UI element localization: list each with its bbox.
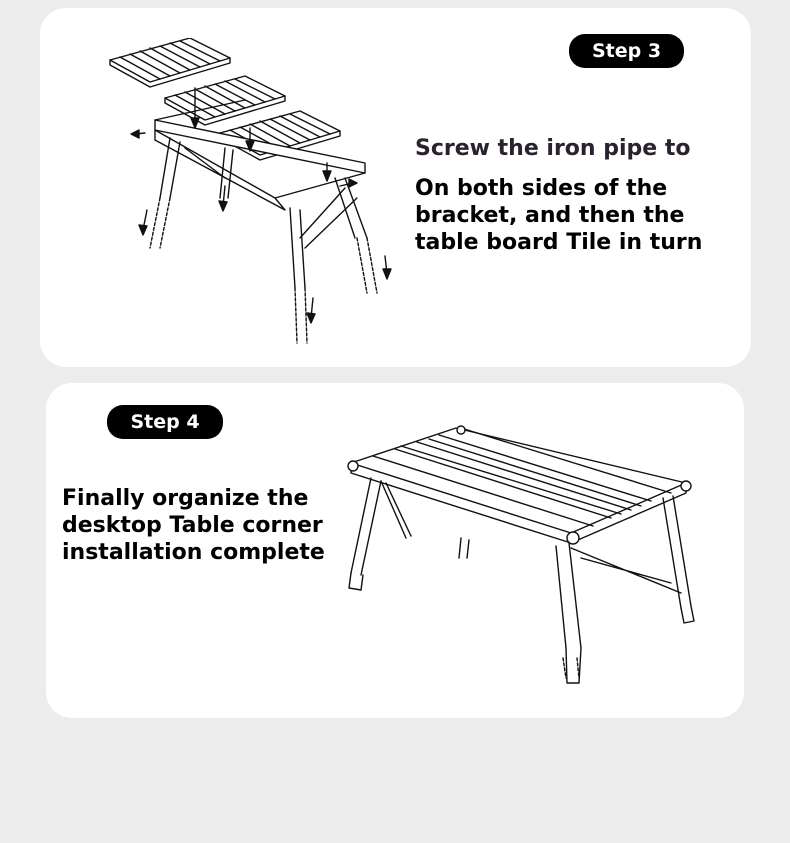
step-3-description: On both sides of the bracket, and then the table board Tile in turn bbox=[415, 176, 703, 255]
table-board-2 bbox=[165, 76, 285, 125]
step-3-badge: Step 3 bbox=[569, 34, 684, 68]
step-3-card bbox=[40, 8, 751, 367]
step-3-heading: Screw the iron pipe to bbox=[415, 136, 691, 161]
step-4-assembled-table-illustration bbox=[341, 418, 701, 708]
step-4-card bbox=[46, 383, 744, 718]
step-4-badge: Step 4 bbox=[107, 405, 223, 439]
step-3-assembly-illustration bbox=[95, 38, 415, 358]
step-4-description: Finally organize the desktop Table corner installation complete bbox=[62, 486, 325, 565]
table-board-1 bbox=[110, 38, 230, 87]
